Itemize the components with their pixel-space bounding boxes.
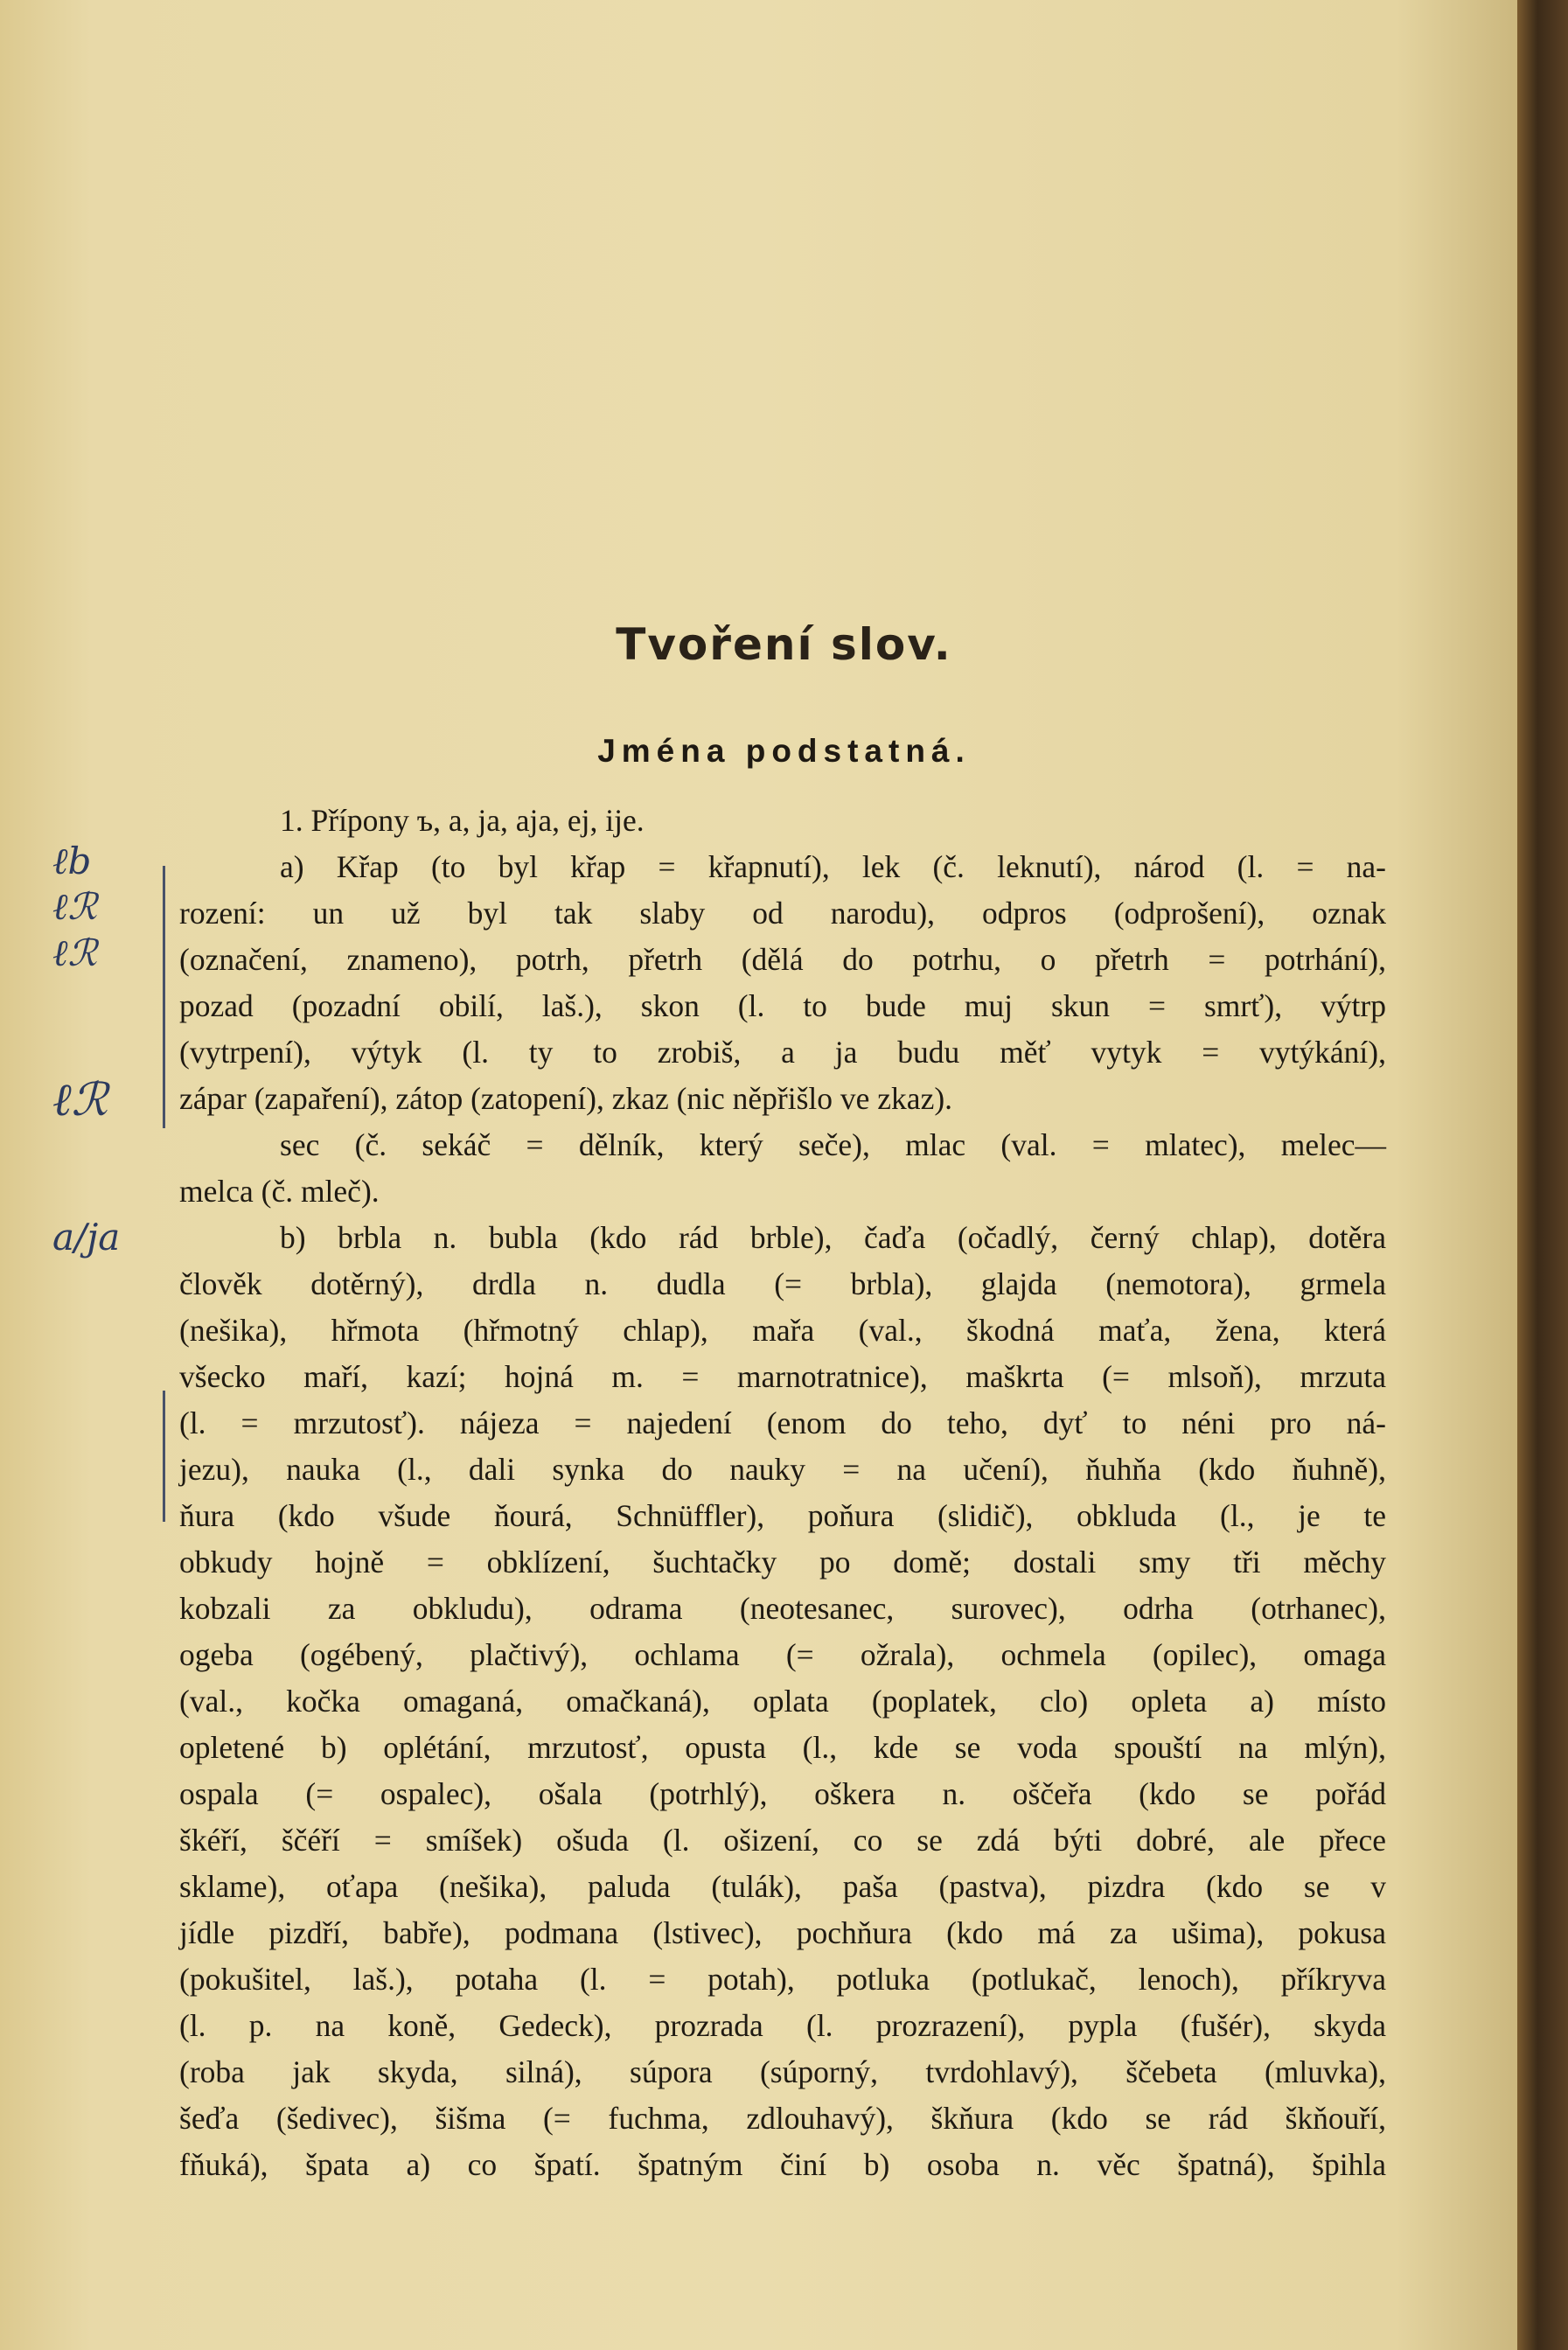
text-line: pozad (pozadní obilí, laš.), skon (l. to bude muj skun = smrť), výtrp: [179, 988, 1386, 1023]
text-line: jídle pizdří, babře), podmana (lstivec), pochňura (kdo má za ušima), pokusa: [179, 1915, 1386, 1950]
text-line: sklame), oťapa (nešika), paluda (tulák), paša (pastva), pizdra (kdo se v: [179, 1869, 1386, 1904]
margin-note: ℓb: [52, 840, 92, 882]
section-heading: Jména podstatná.: [597, 733, 971, 769]
text-line: melca (č. mleč).: [179, 1174, 380, 1209]
text-line: (označení, znameno), potrh, přetrh (dělá do potrhu, o přetrh = potrhání),: [179, 942, 1386, 977]
text-line: a) Křap (to byl křap = křapnutí), lek (č. leknutí), národ (l. = na-: [280, 849, 1386, 884]
text-line: opletené b) oplétání, mrzutosť, opusta (l., kde se voda spouští na mlýn),: [179, 1730, 1386, 1765]
text-line: šeďa (šedivec), šišma (= fuchma, zdlouhavý), škňura (kdo se rád škňouří,: [179, 2101, 1386, 2136]
text-line: kobzali za obkludu), odrama (neotesanec, surovec), odrha (otrhanec),: [179, 1591, 1386, 1626]
margin-note: ℓℛ: [52, 931, 98, 974]
text-line: obkudy hojně = obklízení, šuchtačky po domě; dostali smy tři měchy: [179, 1545, 1386, 1579]
text-line: rození: un už byl tak slaby od narodu), odpros (odprošení), oznak: [179, 896, 1386, 931]
text-line: (pokušitel, laš.), potaha (l. = potah), potluka (potlukač, lenoch), příkryva: [179, 1962, 1386, 1997]
text-line: (vytrpení), výtyk (l. ty to zrobiš, a ja budu měť vytyk = vytýkání),: [179, 1035, 1386, 1070]
margin-bracket: [163, 1391, 165, 1522]
page-title: Tvoření slov.: [616, 619, 952, 670]
margin-bracket: [163, 866, 165, 1128]
text-line: sec (č. sekáč = dělník, který seče), mlac (val. = mlatec), melec—: [280, 1127, 1386, 1162]
text-line: (val., kočka omaganá, omačkaná), oplata (poplatek, clo) opleta a) místo: [179, 1684, 1386, 1719]
text-line: ogeba (ogébený, plačtivý), ochlama (= ožrala), ochmela (opilec), omaga: [179, 1637, 1386, 1672]
text-line: ospala (= ospalec), ošala (potrhlý), oškera n. oščeřa (kdo se pořád: [179, 1776, 1386, 1811]
margin-note: ℓℛ: [52, 1074, 108, 1126]
text-line: (l. p. na koně, Gedeck), prozrada (l. prozrazení), pypla (fušér), skyda: [179, 2008, 1386, 2043]
text-line: zápar (zapaření), zátop (zatopení), zkaz (nic něpřišlo ve zkaz).: [179, 1081, 953, 1116]
book-spine: [1517, 0, 1568, 2350]
margin-note: a/ja: [52, 1216, 121, 1259]
body-text: [179, 798, 1386, 2188]
text-line: jezu), nauka (l., dali synka do nauky = na učení), ňuhňa (kdo ňuhně),: [179, 1452, 1386, 1487]
text-line: (l. = mrzutosť). nájeza = najedení (enom do teho, dyť to néni pro ná-: [179, 1405, 1386, 1440]
margin-note: ℓℛ: [52, 885, 98, 928]
text-line: člověk dotěrný), drdla n. dudla (= brbla), glajda (nemotora), grmela: [179, 1266, 1386, 1301]
text-line: ňura (kdo všude ňourá, Schnüffler), poňura (slidič), obkluda (l., je te: [179, 1498, 1386, 1533]
text-line: škéří, ščéří = smíšek) ošuda (l. ošizení, co se zdá býti dobré, ale přece: [179, 1823, 1386, 1858]
text-line: 1. Přípony ъ, a, ja, aja, ej, ije.: [280, 803, 645, 838]
text-line: b) brbla n. bubla (kdo rád brble), čaďa (očadlý, černý chlap), dotěra: [280, 1220, 1386, 1255]
text-line: fňuká), špata a) co špatí. špatným činí b) osoba n. věc špatná), špihla: [179, 2147, 1386, 2182]
text-line: (nešika), hřmota (hřmotný chlap), mařa (val., škodná maťa, žena, která: [179, 1313, 1386, 1348]
text-line: (roba jak skyda, silná), súpora (súporný, tvrdohlavý), ščebeta (mluvka),: [179, 2054, 1386, 2089]
text-line: všecko maří, kazí; hojná m. = marnotratnice), maškrta (= mlsoň), mrzuta: [179, 1359, 1386, 1394]
